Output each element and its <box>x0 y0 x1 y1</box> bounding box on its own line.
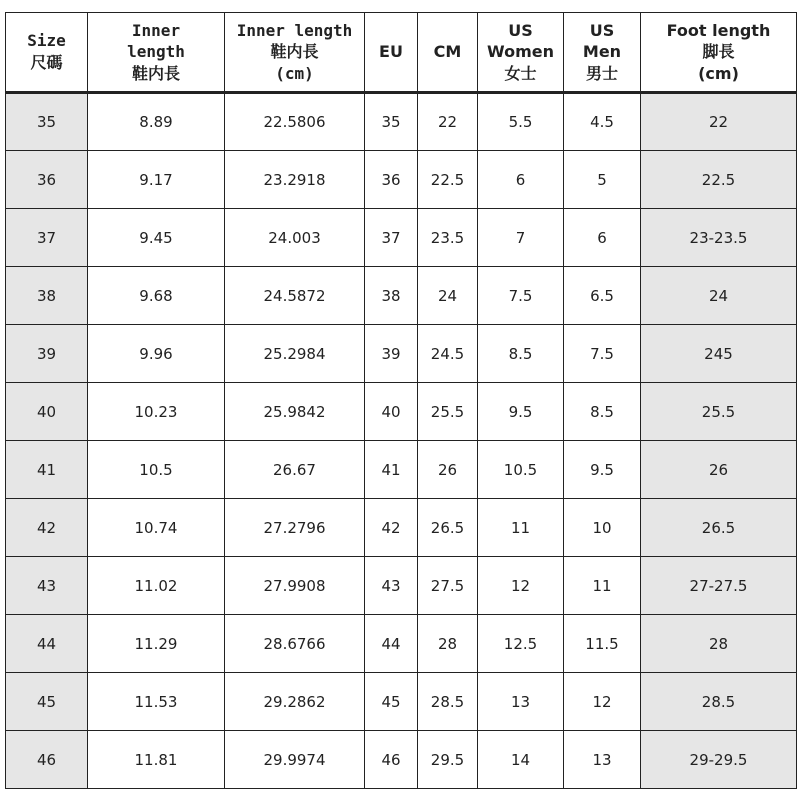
cell-us-men: 9.5 <box>564 441 641 499</box>
cell-eu: 44 <box>365 615 418 673</box>
cell-size: 37 <box>6 209 88 267</box>
header-inner-cm <box>225 13 365 93</box>
cell-size: 38 <box>6 267 88 325</box>
table-row <box>6 557 797 615</box>
cell-inner-cm: 25.2984 <box>225 325 365 383</box>
header-inner-in <box>88 13 225 93</box>
cell-cm: 28 <box>418 615 478 673</box>
header-line: Inner <box>131 20 181 40</box>
cell-inner-in: 10.23 <box>88 383 225 441</box>
table-row <box>6 383 797 441</box>
cell-inner-in: 11.81 <box>88 731 225 789</box>
cell-size: 45 <box>6 673 88 731</box>
cell-cm: 23.5 <box>418 209 478 267</box>
cell-foot-length: 25.5 <box>641 383 797 441</box>
table-row <box>6 93 797 151</box>
header-foot-length <box>641 13 797 93</box>
cell-us-men: 10 <box>564 499 641 557</box>
header-size <box>6 13 88 93</box>
cell-foot-length: 26 <box>641 441 797 499</box>
cell-cm: 29.5 <box>418 731 478 789</box>
cell-us-men: 12 <box>564 673 641 731</box>
header-line: Men <box>582 42 622 62</box>
cell-inner-cm: 27.2796 <box>225 499 365 557</box>
cell-us-women: 9.5 <box>478 383 564 441</box>
cell-inner-cm: 23.2918 <box>225 151 365 209</box>
table-row <box>6 209 797 267</box>
table-row <box>6 441 797 499</box>
cell-us-women: 13 <box>478 673 564 731</box>
header-line: length <box>127 42 185 62</box>
cell-size: 39 <box>6 325 88 383</box>
cell-inner-cm: 27.9908 <box>225 557 365 615</box>
header-us-women <box>478 13 564 93</box>
cell-cm: 24.5 <box>418 325 478 383</box>
cell-size: 42 <box>6 499 88 557</box>
table-row <box>6 731 797 789</box>
cell-eu: 37 <box>365 209 418 267</box>
cell-us-women: 12.5 <box>478 615 564 673</box>
header-line: US <box>508 20 533 40</box>
cell-cm: 27.5 <box>418 557 478 615</box>
table-row <box>6 267 797 325</box>
table-row <box>6 325 797 383</box>
cell-inner-in: 9.68 <box>88 267 225 325</box>
cell-us-women: 6 <box>478 151 564 209</box>
table-row <box>6 615 797 673</box>
table-row <box>6 151 797 209</box>
cell-cm: 22.5 <box>418 151 478 209</box>
cell-us-women: 12 <box>478 557 564 615</box>
cell-foot-length: 23-23.5 <box>641 209 797 267</box>
header-line: 鞋内長 <box>131 63 180 83</box>
cell-foot-length: 22 <box>641 93 797 151</box>
cell-foot-length: 28 <box>641 615 797 673</box>
cell-inner-cm: 29.2862 <box>225 673 365 731</box>
header-line: Foot length <box>666 20 771 40</box>
cell-cm: 22 <box>418 93 478 151</box>
header-line: CM <box>433 42 462 62</box>
cell-inner-cm: 22.5806 <box>225 93 365 151</box>
header-eu <box>365 13 418 93</box>
cell-inner-in: 9.17 <box>88 151 225 209</box>
cell-eu: 42 <box>365 499 418 557</box>
cell-us-women: 5.5 <box>478 93 564 151</box>
cell-us-women: 10.5 <box>478 441 564 499</box>
header-line: 尺碼 <box>30 53 63 72</box>
cell-size: 40 <box>6 383 88 441</box>
cell-us-men: 11.5 <box>564 615 641 673</box>
cell-us-men: 11 <box>564 557 641 615</box>
cell-inner-in: 8.89 <box>88 93 225 151</box>
cell-foot-length: 24 <box>641 267 797 325</box>
cell-size: 35 <box>6 93 88 151</box>
cell-foot-length: 245 <box>641 325 797 383</box>
header-line: EU <box>379 42 403 62</box>
cell-inner-cm: 24.003 <box>225 209 365 267</box>
cell-inner-in: 9.45 <box>88 209 225 267</box>
cell-eu: 36 <box>365 151 418 209</box>
header-line: Women <box>487 42 554 62</box>
cell-us-women: 11 <box>478 499 564 557</box>
cell-eu: 40 <box>365 383 418 441</box>
cell-us-men: 6.5 <box>564 267 641 325</box>
cell-us-men: 8.5 <box>564 383 641 441</box>
cell-us-women: 8.5 <box>478 325 564 383</box>
cell-eu: 41 <box>365 441 418 499</box>
header-line: 脚長 <box>702 42 735 62</box>
cell-cm: 28.5 <box>418 673 478 731</box>
cell-us-men: 5 <box>564 151 641 209</box>
cell-inner-in: 10.74 <box>88 499 225 557</box>
header-row <box>6 13 797 93</box>
cell-cm: 26.5 <box>418 499 478 557</box>
cell-inner-cm: 26.67 <box>225 441 365 499</box>
cell-us-men: 7.5 <box>564 325 641 383</box>
cell-inner-cm: 25.9842 <box>225 383 365 441</box>
cell-us-women: 14 <box>478 731 564 789</box>
header-line: Inner length <box>236 20 353 40</box>
table-row <box>6 673 797 731</box>
cell-us-men: 4.5 <box>564 93 641 151</box>
header-us-men <box>564 13 641 93</box>
cell-foot-length: 26.5 <box>641 499 797 557</box>
table-row <box>6 499 797 557</box>
cell-eu: 39 <box>365 325 418 383</box>
cell-inner-cm: 24.5872 <box>225 267 365 325</box>
cell-size: 36 <box>6 151 88 209</box>
cell-foot-length: 29-29.5 <box>641 731 797 789</box>
cell-cm: 25.5 <box>418 383 478 441</box>
cell-eu: 46 <box>365 731 418 789</box>
cell-inner-cm: 28.6766 <box>225 615 365 673</box>
header-line: 男士 <box>585 63 618 83</box>
cell-eu: 35 <box>365 93 418 151</box>
cell-size: 44 <box>6 615 88 673</box>
cell-inner-in: 11.29 <box>88 615 225 673</box>
cell-cm: 24 <box>418 267 478 325</box>
cell-foot-length: 27-27.5 <box>641 557 797 615</box>
cell-us-men: 13 <box>564 731 641 789</box>
header-line: (cm) <box>275 63 314 83</box>
table-header <box>6 13 797 93</box>
size-chart-table <box>5 12 797 789</box>
header-line: Size <box>27 31 66 51</box>
cell-size: 41 <box>6 441 88 499</box>
header-line: (cm) <box>698 63 739 83</box>
cell-inner-cm: 29.9974 <box>225 731 365 789</box>
cell-us-women: 7.5 <box>478 267 564 325</box>
cell-cm: 26 <box>418 441 478 499</box>
header-line: US <box>589 20 615 40</box>
table-body <box>6 93 797 789</box>
cell-us-women: 7 <box>478 209 564 267</box>
cell-inner-in: 10.5 <box>88 441 225 499</box>
cell-eu: 43 <box>365 557 418 615</box>
cell-inner-in: 9.96 <box>88 325 225 383</box>
cell-eu: 38 <box>365 267 418 325</box>
cell-inner-in: 11.53 <box>88 673 225 731</box>
cell-us-men: 6 <box>564 209 641 267</box>
cell-foot-length: 28.5 <box>641 673 797 731</box>
cell-size: 46 <box>6 731 88 789</box>
header-line: 女士 <box>504 63 537 83</box>
cell-size: 43 <box>6 557 88 615</box>
cell-eu: 45 <box>365 673 418 731</box>
cell-foot-length: 22.5 <box>641 151 797 209</box>
header-cm <box>418 13 478 93</box>
header-line: 鞋内長 <box>270 42 319 62</box>
cell-inner-in: 11.02 <box>88 557 225 615</box>
